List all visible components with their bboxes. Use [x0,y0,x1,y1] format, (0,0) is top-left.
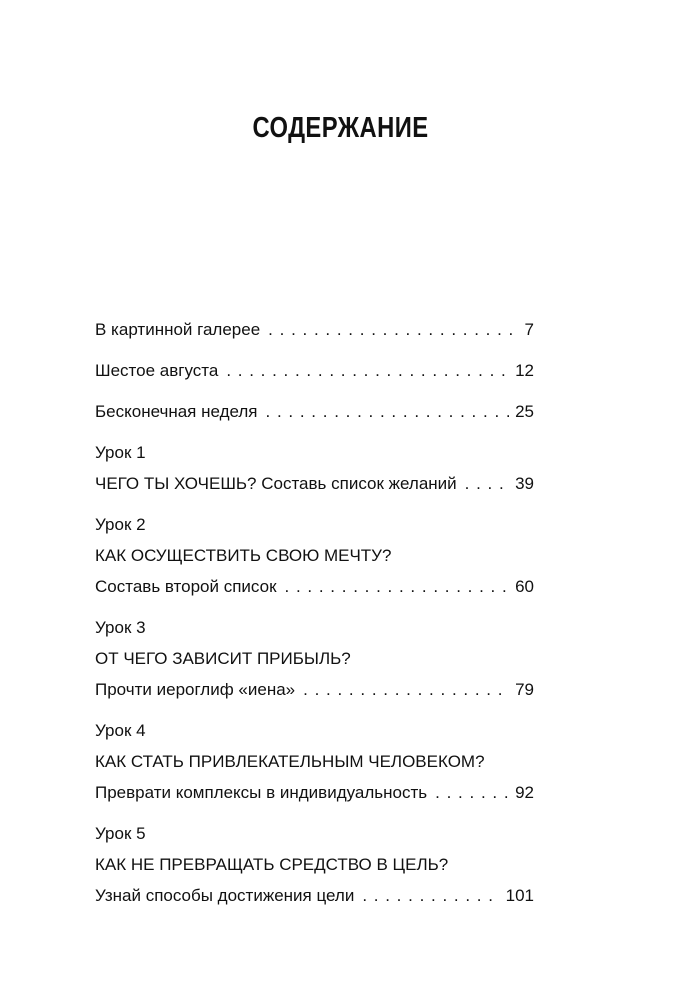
toc-line[interactable] [95,571,534,602]
dot-leader [303,674,509,705]
toc-page-number: 101 [505,886,534,905]
toc-entry-title: Шестое августа [95,361,219,380]
toc-entry [95,818,534,911]
dot-leader [266,396,510,427]
dot-leader [285,571,510,602]
toc-page-number: 79 [515,680,534,699]
toc-page-number: 12 [515,361,534,380]
toc-lesson-number: Урок 1 [95,443,146,462]
toc-page-number: 7 [524,320,534,339]
dot-leader [435,777,509,808]
toc-line[interactable] [95,468,534,499]
toc-lesson-title: КАК СТАТЬ ПРИВЛЕКАТЕЛЬНЫМ ЧЕЛОВЕКОМ? [95,752,485,771]
dot-leader [226,355,509,386]
table-of-contents [95,314,534,921]
toc-lesson-number: Урок 2 [95,515,146,534]
dot-leader [465,468,509,499]
toc-line[interactable] [95,880,534,911]
toc-entry [95,396,534,427]
toc-lesson-title: КАК ОСУЩЕСТВИТЬ СВОЮ МЕЧТУ? [95,546,392,565]
toc-entry [95,437,534,499]
toc-entry [95,612,534,705]
toc-lesson-number: Урок 3 [95,618,146,637]
toc-page-number: 92 [515,783,534,802]
toc-lesson-title: ОТ ЧЕГО ЗАВИСИТ ПРИБЫЛЬ? [95,649,351,668]
toc-entry-title: Узнай способы достижения цели [95,886,355,905]
toc-line[interactable] [95,355,534,386]
dot-leader [268,314,518,345]
toc-line[interactable] [95,314,534,345]
toc-line[interactable] [95,674,534,705]
page-title: СОДЕРЖАНИЕ [252,112,429,144]
toc-lesson-title: КАК НЕ ПРЕВРАЩАТЬ СРЕДСТВО В ЦЕЛЬ? [95,855,449,874]
dot-leader [362,880,499,911]
toc-entry-title: Преврати комплексы в индивидуальность [95,783,428,802]
toc-entry-title: ЧЕГО ТЫ ХОЧЕШЬ? Составь список желаний [95,474,457,493]
toc-page-number: 39 [515,474,534,493]
toc-entry [95,509,534,602]
toc-entry-title: Составь второй список [95,577,277,596]
toc-entry [95,355,534,386]
toc-line[interactable] [95,777,534,808]
toc-page-number: 60 [515,577,534,596]
toc-entry-title: Прочти иероглиф «иена» [95,680,296,699]
toc-lesson-number: Урок 4 [95,721,146,740]
toc-entry-title: В картинной галерее [95,320,261,339]
toc-entry [95,715,534,808]
toc-entry [95,314,534,345]
toc-page-number: 25 [515,402,534,421]
toc-lesson-number: Урок 5 [95,824,146,843]
toc-line[interactable] [95,396,534,427]
toc-entry-title: Бесконечная неделя [95,402,258,421]
